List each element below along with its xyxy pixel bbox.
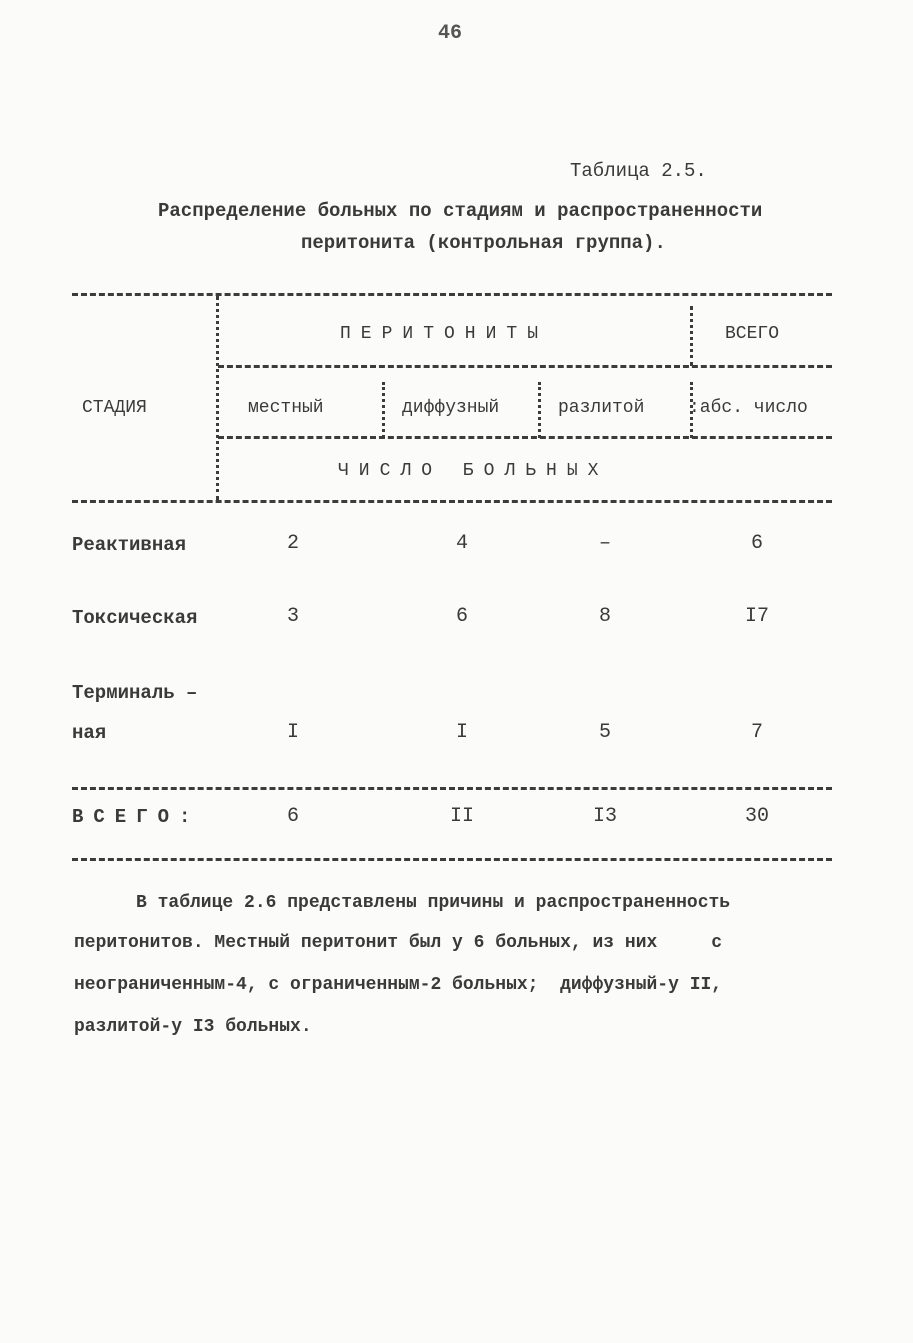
stage-column-separator (216, 296, 219, 500)
total-header-separator (690, 306, 693, 366)
header-col-spread: разлитой (558, 398, 645, 418)
row-label-terminal-line2: ная (72, 722, 107, 744)
header-rule-1 (218, 365, 832, 368)
cell-reactive-local: 2 (286, 532, 299, 555)
cell-reactive-spread: – (598, 532, 611, 555)
local-diffuse-separator (382, 382, 385, 438)
cell-terminal-diffuse: I (455, 721, 468, 744)
row-label-total: ВСЕГО: (72, 806, 201, 828)
cell-reactive-diffuse: 4 (455, 532, 468, 555)
cell-toxic-local: 3 (286, 605, 299, 628)
cell-terminal-local: I (286, 721, 299, 744)
body-bottom-rule (72, 787, 832, 790)
table-number: Таблица 2.5. (570, 160, 707, 182)
page-number: 46 (437, 22, 462, 45)
header-total: ВСЕГО (725, 324, 780, 344)
paragraph-line4: разлитой-у I3 больных. (74, 1017, 312, 1037)
table-top-rule (72, 293, 832, 296)
header-stage: СТАДИЯ (82, 398, 147, 418)
cell-terminal-total: 7 (750, 721, 763, 744)
table-caption-line1: Распределение больных по стадиям и распространенности (158, 200, 763, 222)
cell-total-total: 30 (744, 805, 769, 828)
paragraph-line3: неограниченным-4, с ограниченным-2 больных; диффузный-у II, (74, 975, 723, 995)
cell-reactive-total: 6 (750, 532, 763, 555)
header-bottom-rule (72, 500, 832, 503)
header-col-local: местный (248, 398, 324, 418)
diffuse-spread-separator (538, 382, 541, 438)
table-caption-line2: перитонита (контрольная группа). (301, 232, 666, 254)
header-peritonitis: ПЕРИТОНИТЫ (340, 324, 549, 344)
paragraph-line2: перитонитов. Местный перитонит был у 6 больных, из них с (74, 933, 723, 953)
cell-total-local: 6 (286, 805, 299, 828)
header-patients-count: ЧИСЛО БОЛЬНЫХ (338, 461, 609, 481)
cell-terminal-spread: 5 (598, 721, 611, 744)
header-col-diffuse: диффузный (402, 398, 500, 418)
header-col-abs: :абс. число (689, 398, 808, 418)
cell-toxic-diffuse: 6 (455, 605, 468, 628)
cell-total-diffuse: II (449, 805, 474, 828)
row-label-reactive: Реактивная (72, 534, 187, 556)
paragraph-line1: В таблице 2.6 представлены причины и распространенность (136, 893, 731, 913)
cell-total-spread: I3 (592, 805, 617, 828)
table-bottom-rule (72, 858, 832, 861)
header-rule-2 (218, 436, 832, 439)
row-label-toxic: Токсическая (72, 607, 198, 629)
cell-toxic-spread: 8 (598, 605, 611, 628)
row-label-terminal-line1: Терминаль – (72, 682, 198, 704)
cell-toxic-total: I7 (744, 605, 769, 628)
